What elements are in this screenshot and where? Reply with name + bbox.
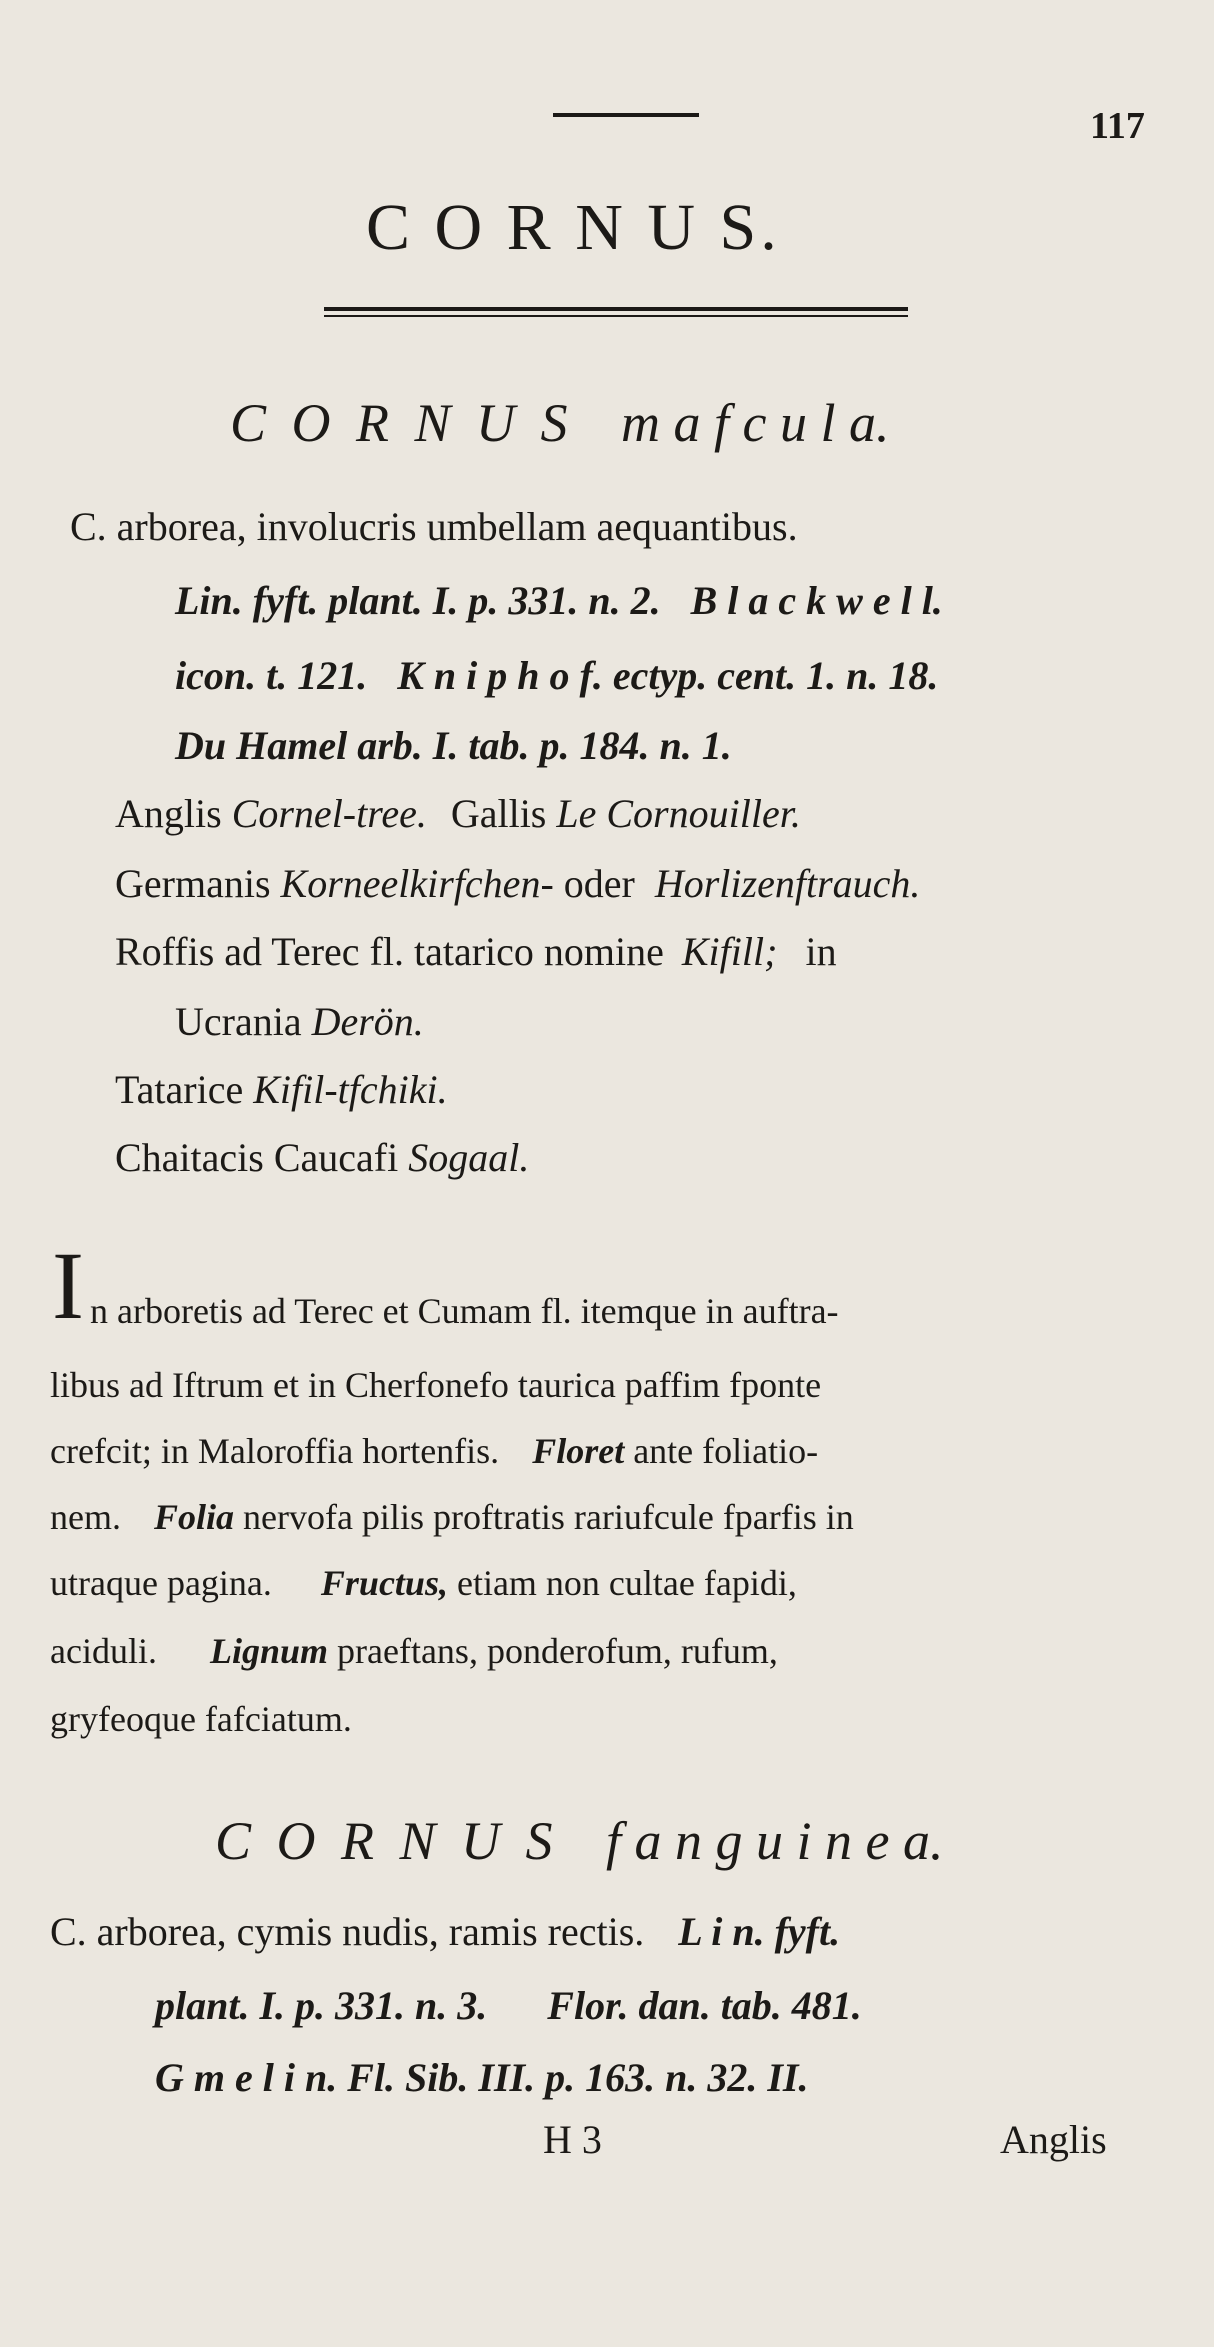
species2-line-3 [155, 2054, 808, 2101]
vernacular-language: Gallis [450, 791, 547, 836]
vernacular-name: Derön. [311, 999, 424, 1044]
description-text: aciduli. [50, 1631, 157, 1671]
duhamel-reference: Du Hamel arb. I. tab. p. 184. n. 1. [175, 723, 732, 768]
diagnosis-text: C. arborea, cymis nudis, ramis rectis. [50, 1909, 645, 1954]
description-line-1 [90, 1290, 839, 1332]
description-text: n arboretis ad Terec et Cumam fl. itemque in auftra- [90, 1291, 839, 1331]
description-text: nem. [50, 1497, 121, 1537]
description-line-3 [50, 1430, 818, 1472]
vernacular-name: Kifil-tfchiki. [253, 1067, 448, 1112]
species1-line-5 [115, 790, 801, 837]
description-line-7 [50, 1698, 352, 1740]
description-line-6 [50, 1630, 778, 1672]
vernacular-name: Korneelkirfchen- [280, 861, 554, 906]
diagnosis-text: C. arborea, involucris umbellam aequantibus. [70, 504, 798, 549]
species1-line-2 [175, 577, 943, 624]
description-text: nervofa pilis proftratis rariufcule fparfis in [243, 1497, 854, 1537]
species1-line-10 [115, 1134, 529, 1181]
description-keyword: Fructus, [320, 1563, 448, 1603]
genus-title: C O R N U S. [366, 191, 781, 264]
species1-line-4 [175, 722, 732, 769]
title-double-rule-2 [324, 315, 908, 317]
vernacular-language: Anglis [115, 791, 222, 836]
vernacular-language: Roffis ad Terec fl. tatarico nomine [115, 929, 664, 974]
blackwell-reference: B l a c k w e l l. [690, 578, 943, 623]
species1-line-3 [175, 652, 938, 699]
description-line-2 [50, 1364, 821, 1406]
vernacular-name: Le Cornouiller. [556, 791, 801, 836]
description-text: libus ad Iftrum et in Cherfonefo taurica paffim fponte [50, 1365, 822, 1405]
description-keyword: Lignum [209, 1631, 329, 1671]
catchword: Anglis [1000, 2117, 1107, 2162]
species1-line-6 [115, 860, 920, 907]
flora-danica-reference: Flor. dan. tab. 481. [547, 1983, 862, 2028]
vernacular-name: Cornel-tree. [231, 791, 427, 836]
vernacular-name: Kifill; [681, 929, 778, 974]
description-keyword: Floret [532, 1431, 625, 1471]
vernacular-language: Tatarice [115, 1067, 244, 1112]
description-line-4 [50, 1496, 854, 1538]
description-text: etiam non cultae fapidi, [456, 1563, 797, 1603]
species1-line-1 [70, 503, 798, 550]
species2-epithet: f a n g u i n e a. [606, 1811, 944, 1871]
species1-epithet: m a f c u l a. [621, 393, 890, 453]
page-number: 117 [1090, 105, 1145, 147]
vernacular-name: Horlizenftrauch. [654, 861, 921, 906]
description-text: utraque pagina. [50, 1563, 272, 1603]
species2-line-1 [50, 1908, 840, 1955]
species1-line-9 [115, 1066, 448, 1113]
description-text: ante foliatio- [633, 1431, 819, 1471]
description-text: crefcit; in Maloroffia hortenfis. [50, 1431, 500, 1471]
vernacular-language: Chaitacis Caucafi [115, 1135, 399, 1180]
icon-reference: icon. t. 121. [175, 653, 368, 698]
species2-genus: C O R N U S [215, 1811, 559, 1871]
linnaeus-reference: Lin. fyft. plant. I. p. 331. n. 2. [175, 578, 661, 623]
description-text: gryfeoque fafciatum. [50, 1699, 352, 1739]
vernacular-name: Sogaal. [408, 1135, 530, 1180]
description-keyword: Folia [153, 1497, 234, 1537]
description-line-5 [50, 1562, 797, 1604]
species1-line-7 [115, 928, 837, 975]
signature-mark: H 3 [543, 2117, 602, 2162]
drop-cap: I [52, 1232, 84, 1339]
description-text: praeftans, ponderofum, rufum, [337, 1631, 778, 1671]
linnaeus-reference: L i n. fyft. [678, 1909, 841, 1954]
vernacular-language: Ucrania [175, 999, 302, 1044]
title-double-rule-1 [324, 307, 908, 311]
vernacular-language: Germanis [115, 861, 271, 906]
species1-heading [230, 392, 890, 454]
linnaeus-reference: plant. I. p. 331. n. 3. [155, 1983, 488, 2028]
vernacular-connector: in [805, 929, 837, 974]
top-rule [553, 113, 699, 117]
species1-genus: C O R N U S [230, 393, 574, 453]
kniphof-reference: K n i p h o f. ectyp. cent. 1. n. 18. [397, 653, 939, 698]
species2-line-2 [155, 1982, 862, 2029]
species2-heading [215, 1810, 944, 1872]
gmelin-reference: G m e l i n. Fl. Sib. III. p. 163. n. 32. II. [155, 2055, 809, 2100]
species1-line-8 [175, 998, 424, 1045]
vernacular-connector: oder [563, 861, 635, 906]
